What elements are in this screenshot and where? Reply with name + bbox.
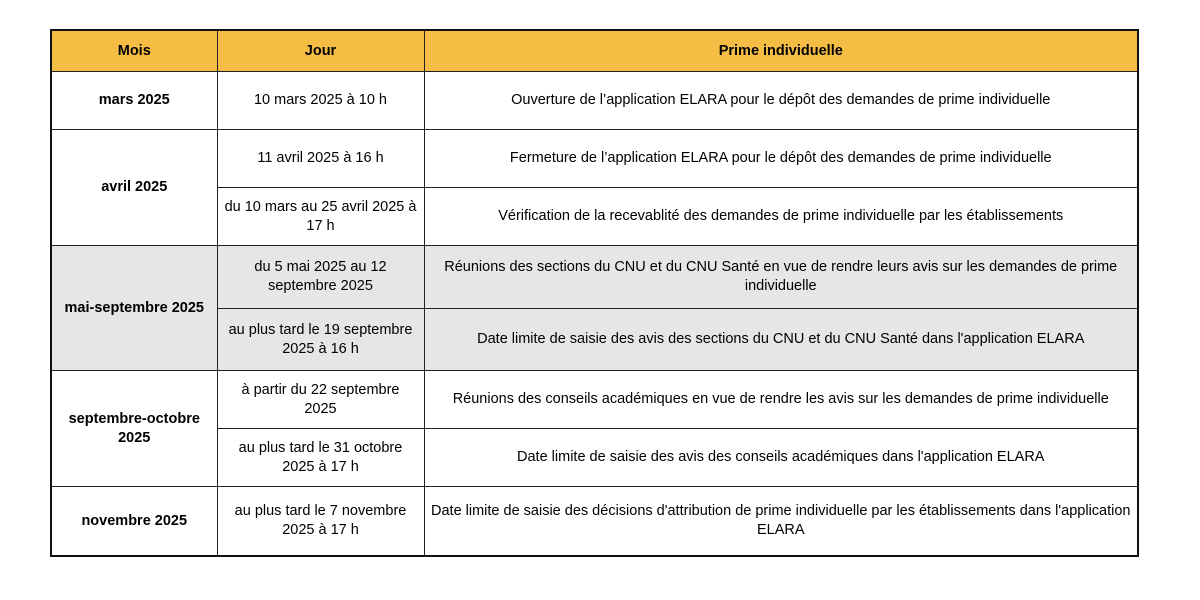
- prime-cell: Date limite de saisie des avis des conseils académiques dans l'application ELARA: [424, 429, 1138, 487]
- header-row: [51, 30, 1138, 72]
- day-cell: à partir du 22 septembre 2025: [217, 371, 424, 429]
- prime-cell: Date limite de saisie des avis des sections du CNU et du CNU Santé dans l'application ELARA: [424, 309, 1138, 371]
- day-cell: 10 mars 2025 à 10 h: [217, 72, 424, 130]
- header-jour: Jour: [217, 30, 424, 72]
- table-row: [51, 130, 1138, 188]
- table-row: [51, 246, 1138, 309]
- table-row: [51, 487, 1138, 557]
- table-row: [51, 371, 1138, 429]
- month-cell: novembre 2025: [51, 487, 217, 557]
- prime-cell: Fermeture de l’application ELARA pour le dépôt des demandes de prime individuelle: [424, 130, 1138, 188]
- day-cell: au plus tard le 7 novembre 2025 à 17 h: [217, 487, 424, 557]
- month-cell: mars 2025: [51, 72, 217, 130]
- day-cell: du 5 mai 2025 au 12 septembre 2025: [217, 246, 424, 309]
- table-row: [51, 72, 1138, 130]
- prime-cell: Réunions des sections du CNU et du CNU Santé en vue de rendre leurs avis sur les demandes de prime individuelle: [424, 246, 1138, 309]
- day-cell: au plus tard le 19 septembre 2025 à 16 h: [217, 309, 424, 371]
- header-prime: Prime individuelle: [424, 30, 1138, 72]
- day-cell: du 10 mars au 25 avril 2025 à 17 h: [217, 188, 424, 246]
- month-cell: mai-septembre 2025: [51, 246, 217, 371]
- day-cell: 11 avril 2025 à 16 h: [217, 130, 424, 188]
- day-cell: au plus tard le 31 octobre 2025 à 17 h: [217, 429, 424, 487]
- schedule-table: [50, 29, 1139, 557]
- prime-cell: Vérification de la recevablité des demandes de prime individuelle par les établissements: [424, 188, 1138, 246]
- prime-cell: Réunions des conseils académiques en vue de rendre les avis sur les demandes de prime individuelle: [424, 371, 1138, 429]
- prime-cell: Date limite de saisie des décisions d'attribution de prime individuelle par les établissements dans l'application ELARA: [424, 487, 1138, 557]
- header-mois: Mois: [51, 30, 217, 72]
- prime-cell: Ouverture de l’application ELARA pour le dépôt des demandes de prime individuelle: [424, 72, 1138, 130]
- month-cell: avril 2025: [51, 130, 217, 246]
- month-cell: septembre-octobre 2025: [51, 371, 217, 487]
